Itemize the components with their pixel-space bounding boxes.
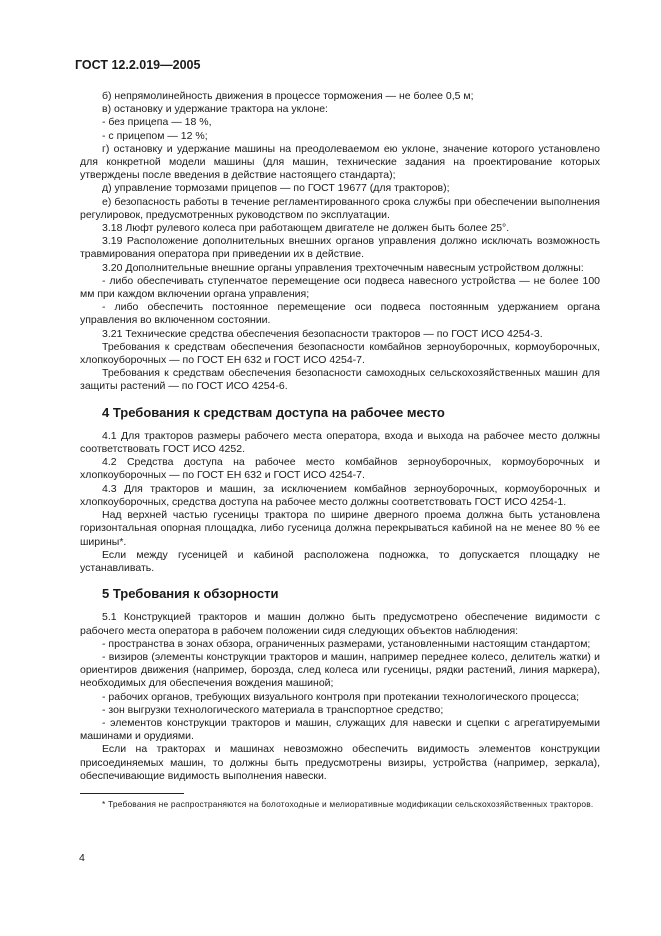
list-item: - с прицепом — 12 %; (102, 129, 208, 142)
paragraph: в) остановку и удержание трактора на уклоне: (102, 103, 328, 116)
page-header-title: ГОСТ 12.2.019—2005 (75, 58, 201, 72)
list-item: - без прицепа — 18 %, (102, 116, 212, 129)
clause-3-18: 3.18 Люфт рулевого колеса при работающем двигателе не должен быть более 25°. (102, 222, 510, 235)
list-item: - либо обеспечивать ступенчатое перемещение оси подвеса навесного устройства — не более 100 мм при каждом включении органа управления; (80, 274, 600, 301)
list-item: - зон выгрузки технологического материала в транспортное средство; (102, 703, 444, 716)
paragraph: г) остановку и удержание машины на преодолеваемом ею уклоне, значение которого установлено для конкретной модели машины (для машин, технические задания на проектирование которых утверждены после введения в действие настоящего стандарта); (80, 142, 600, 182)
clause-5-1: 5.1 Конструкцией тракторов и машин должно быть предусмотрено обеспечение видимости с рабочего места оператора в рабочем положении сидя следующих объектов наблюдения: (80, 611, 600, 637)
section-4-heading: 4 Требования к средствам доступа на рабочее место (102, 404, 445, 420)
list-item: - элементов конструкции тракторов и машин, служащих для навески и сцепки с агрегатируемыми машинами и орудиями. (80, 716, 600, 743)
paragraph: Над верхней частью гусеницы трактора по ширине дверного проема должна быть установлена горизонтальная опорная площадка, либо гусеница должна перекрываться кабиной на не менее 80 % ее ширины*. (80, 509, 600, 548)
footnote: * Требования не распространяются на болотоходные и мелиоративные модификации сельскохозяйственных тракторов. (102, 798, 594, 809)
paragraph: б) непрямолинейность движения в процессе торможения — не более 0,5 м; (102, 90, 474, 102)
clause-3-19: 3.19 Расположение дополнительных внешних органов управления должно исключать возможность травмирования оператора при приведении их в действие. (80, 235, 600, 261)
clause-4-1: 4.1 Для тракторов размеры рабочего места оператора, входа и выхода на рабочее место должны соответствовать ГОСТ ИСО 4252. (80, 429, 600, 456)
clause-4-2: 4.2 Средства доступа на рабочее место комбайнов зерноуборочных, кормоуборочных и хлопкоуборочных — по ГОСТ ЕН 632 и ГОСТ ИСО 4254-7. (80, 456, 600, 482)
paragraph: Требования к средствам обеспечения безопасности комбайнов зерноуборочных, кормоуборочных, хлопкоуборочных — по ГОСТ ЕН 632 и ГОСТ ИСО 4254-7. (80, 340, 600, 367)
page-number: 4 (79, 852, 85, 864)
section-5-heading: 5 Требования к обзорности (102, 586, 279, 602)
paragraph: Если между гусеницей и кабиной расположена подножка, то допускается площадку не устанавливать. (80, 548, 600, 574)
list-item: - рабочих органов, требующих визуального контроля при протекании технологического процесса; (102, 690, 580, 703)
clause-3-21: 3.21 Технические средства обеспечения безопасности тракторов — по ГОСТ ИСО 4254-3. (102, 327, 543, 340)
paragraph: Требования к средствам обеспечения безопасности самоходных сельскохозяйственных машин для защиты растений — по ГОСТ ИСО 4254-6. (80, 367, 600, 393)
clause-4-3: 4.3 Для тракторов и машин, за исключением комбайнов зерноуборочных, кормоуборочных и хлопкоуборочных, средства доступа на рабочее место должны соответствовать ГОСТ ИСО 4254-1. (80, 482, 600, 508)
document-body (80, 90, 600, 810)
paragraph: д) управление тормозами прицепов — по ГОСТ 19677 (для тракторов); (102, 182, 450, 195)
paragraph: Если на тракторах и машинах невозможно обеспечить видимость элементов конструкции присоединяемых машин, то должны быть предусмотрены визиры, устройства (например, зеркала), обеспечивающие видимость выполнения навески. (80, 743, 600, 782)
footnote-divider (80, 793, 184, 794)
list-item: - визиров (элементы конструкции тракторов и машин, например переднее колесо, делитель жатки) и ориентиров движения (например, борозда, след колеса или гусеницы, рядки растений, линия маркера), необходимых для обеспечения вождения машиной; (80, 650, 600, 690)
list-item: - пространства в зонах обзора, ограниченных размерами, установленными настоящим стандартом; (102, 637, 591, 650)
list-item: - либо обеспечить постоянное перемещение оси подвеса постоянным удержанием органа управления во включенном состоянии. (80, 301, 600, 327)
paragraph: е) безопасность работы в течение регламентированного срока службы при обеспечении выполнения регулировок, предусмотренных руководством по эксплуатации. (80, 195, 600, 221)
clause-3-20: 3.20 Дополнительные внешние органы управления трехточечным навесным устройством должны: (102, 261, 584, 274)
